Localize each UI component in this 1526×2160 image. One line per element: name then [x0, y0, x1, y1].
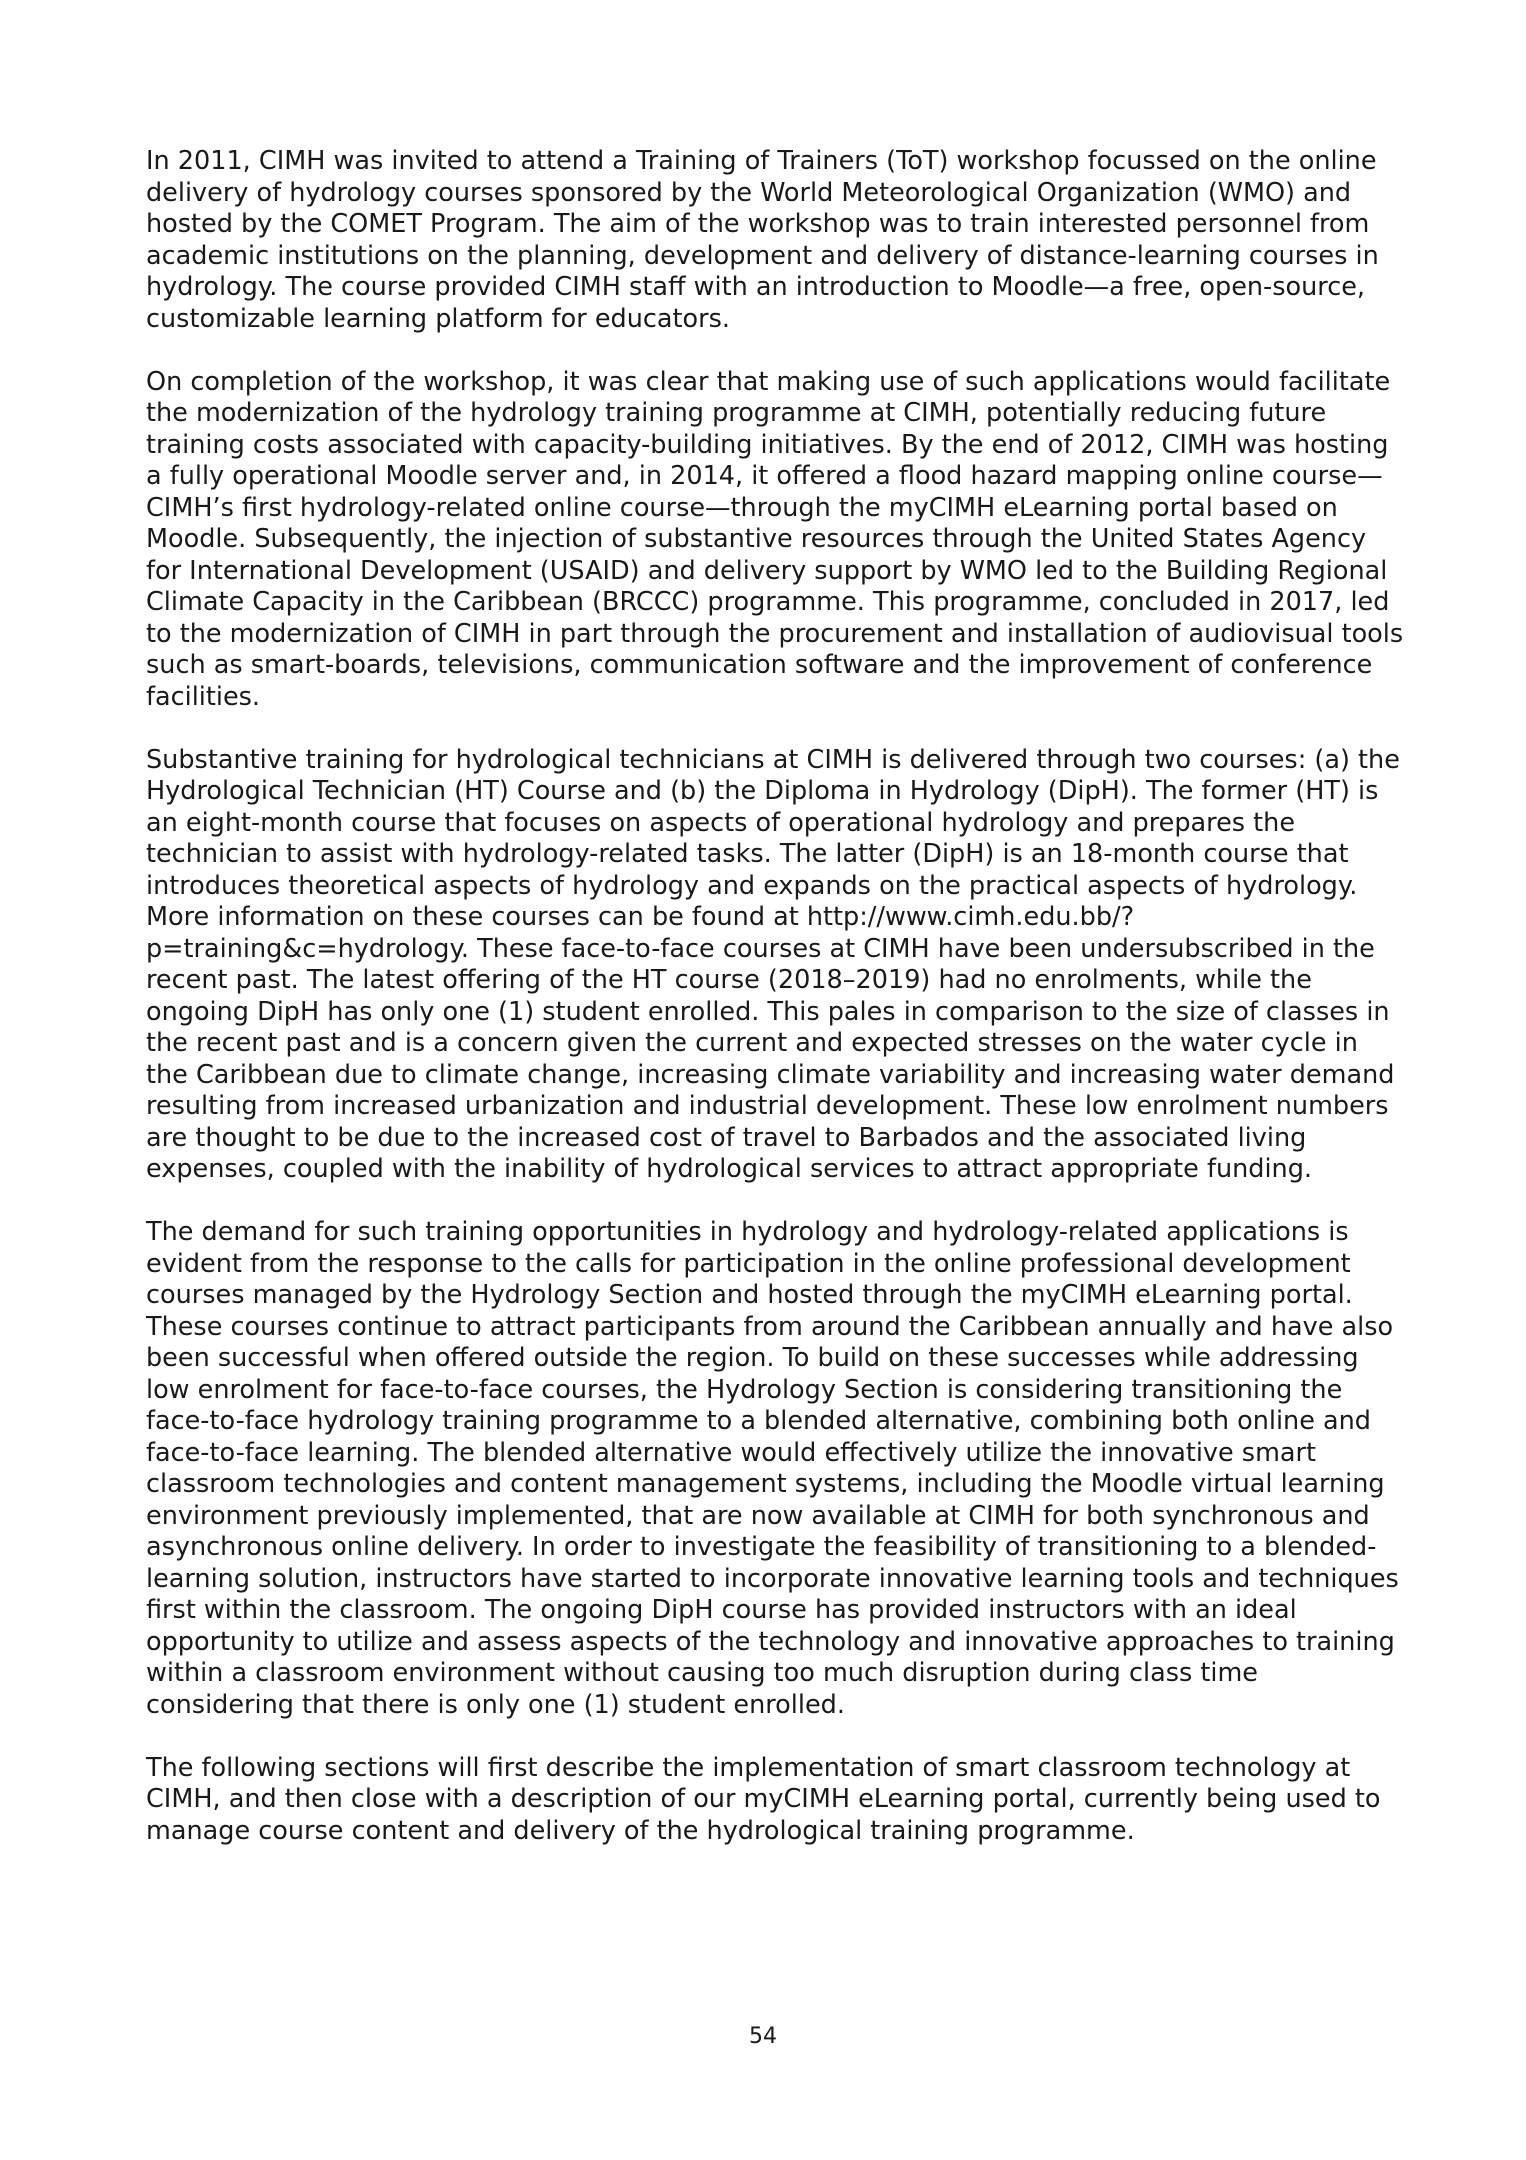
body-text [146, 146, 1406, 1879]
paragraph-5: The following sections will first describe the implementation of smart classroom technology at CIMH, and then close with a description of our myCIMH eLearning portal, currently being used to manage course content and delivery of the hydrological training programme. [146, 1752, 1381, 1846]
paragraph-4: The demand for such training opportunities in hydrology and hydrology-related applications is evident from the response to the calls for participation in the online professional development courses managed by the Hydrology Section and hosted through the myCIMH eLearning portal. These courses continue to attract participants from around the Caribbean annually and have also been successful when offered outside the region. To build on these successes while addressing low enrolment for face-to-face courses, the Hydrology Section is considering transitioning the face-to-face hydrology training programme to a blended alternative, combining both online and face-to-face learning. The blended alternative would effectively utilize the innovative smart classroom technologies and content management systems, including the Moodle virtual learning environment previously implemented, that are now available at CIMH for both synchronous and asynchronous online delivery. In order to investigate the feasibility of transitioning to a blended-learning solution, instructors have started to incorporate innovative learning tools and techniques first within the classroom. The ongoing DipH course has provided instructors with an ideal opportunity to utilize and assess aspects of the technology and innovative approaches to training within a classroom environment without causing too much disruption during class time considering that there is only one (1) student enrolled. [146, 1217, 1399, 1720]
paragraph-2: On completion of the workshop, it was clear that making use of such applications would facilitate the modernization of the hydrology training programme at CIMH, potentially reducing future training costs associated with capacity-building initiatives. By the end of 2012, CIMH was hosting a fully operational Moodle server and, in 2014, it offered a flood hazard mapping online course—CIMH’s first hydrology-related online course—through the myCIMH eLearning portal based on Moodle. Subsequently, the injection of substantive resources through the United States Agency for International Development (USAID) and delivery support by WMO led to the Building Regional Climate Capacity in the Caribbean (BRCCC) programme. This programme, concluded in 2017, led to the modernization of CIMH in part through the procurement and installation of audiovisual tools such as smart-boards, televisions, communication software and the improvement of conference facilities. [146, 366, 1404, 712]
paragraph-3: Substantive training for hydrological technicians at CIMH is delivered through two courses: (a) the Hydrological Technician (HT) Course and (b) the Diploma in Hydrology (DipH). The former (HT) is an eight-month course that focuses on aspects of operational hydrology and prepares the technician to assist with hydrology-related tasks. The latter (DipH) is an 18-month course that introduces theoretical aspects of hydrology and expands on the practical aspects of hydrology. More information on these courses can be found at http://www.cimh.edu.bb/?p=training&c=hydrology. These face-to-face courses at CIMH have been undersubscribed in the recent past. The latest offering of the HT course (2018–2019) had no enrolments, while the ongoing DipH has only one (1) student enrolled. This pales in comparison to the size of classes in the recent past and is a concern given the current and expected stresses on the water cycle in the Caribbean due to climate change, increasing climate variability and increasing water demand resulting from increased urbanization and industrial development. These low enrolment numbers are thought to be due to the increased cost of travel to Barbados and the associated living expenses, coupled with the inability of hydrological services to attract appropriate funding. [146, 744, 1400, 1184]
page-number: 54 [749, 2024, 777, 2049]
paragraph-1: In 2011, CIMH was invited to attend a Training of Trainers (ToT) workshop focussed on the online delivery of hydrology courses sponsored by the World Meteorological Organization (WMO) and hosted by the COMET Program. The aim of the workshop was to train interested personnel from academic institutions on the planning, development and delivery of distance-learning courses in hydrology. The course provided CIMH staff with an introduction to Moodle—a free, open-source, customizable learning platform for educators. [146, 146, 1379, 334]
